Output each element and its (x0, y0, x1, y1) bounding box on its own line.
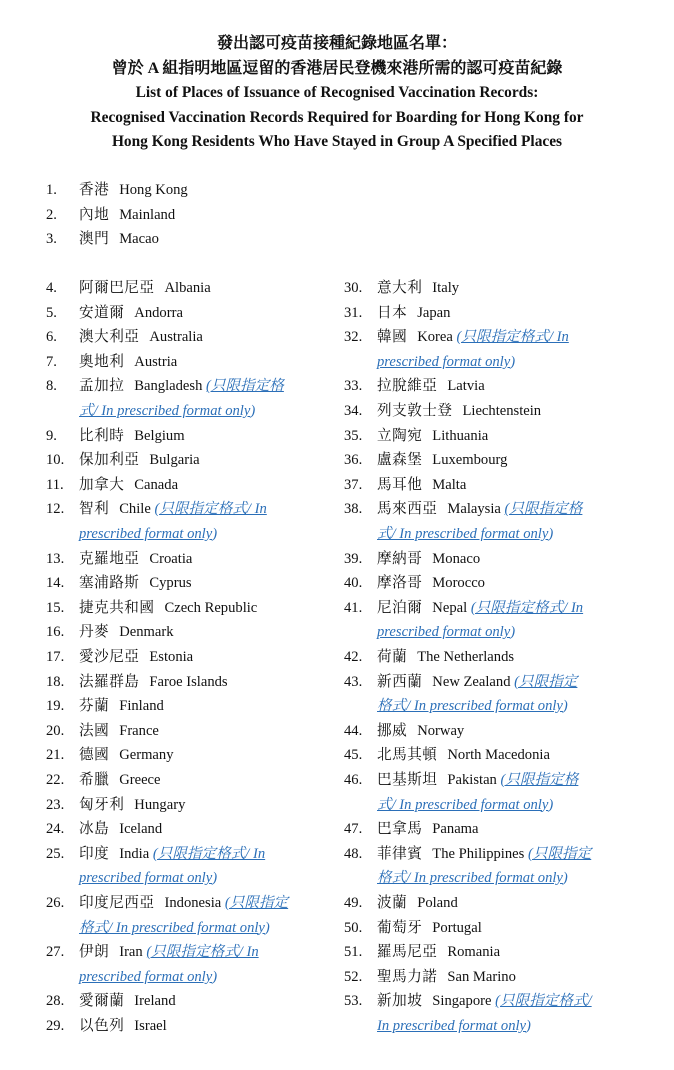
item-number: 31. (344, 304, 363, 321)
item-number: 25. (46, 845, 65, 862)
format-note-link[interactable]: (只限指定格式/ In (456, 329, 569, 346)
item-number: 24. (46, 821, 65, 838)
place-name-en: Andorra (134, 304, 183, 321)
place-name-en: Germany (119, 747, 174, 764)
place-name-en: Finland (119, 698, 164, 715)
format-note-link[interactable]: 格式/ In prescribed format only (377, 698, 563, 715)
format-note-link[interactable]: 格式/ In prescribed format only (79, 919, 265, 936)
place-name-en: Faroe Islands (149, 673, 228, 690)
title-en-line-1: List of Places of Issuance of Recognised Vaccination Records: (135, 84, 539, 102)
item-text (79, 719, 159, 744)
place-name-zh: 內地 (79, 206, 110, 223)
format-note-link[interactable]: prescribed format only (79, 968, 213, 985)
place-name-zh: 孟加拉 (79, 378, 125, 395)
format-note-link[interactable]: (只限指定格式/ In (152, 845, 266, 862)
item-number: 13. (46, 550, 65, 567)
item-text (377, 448, 507, 473)
format-note-link[interactable]: prescribed format only (377, 624, 511, 641)
item-text (79, 694, 164, 719)
format-note-link[interactable]: (只限指定格 (504, 501, 583, 518)
place-name-zh: 日本 (377, 304, 408, 321)
place-name-en: Panama (432, 821, 479, 838)
item-text (377, 596, 583, 621)
item-number: 22. (46, 772, 65, 788)
place-name-en: Iceland (119, 821, 163, 838)
place-name-en: India (119, 845, 150, 862)
place-name-en: Liechtenstein (462, 403, 542, 419)
item-text (79, 473, 178, 498)
title-en-line-2: Recognised Vaccination Records Required for Boarding for Hong Kong for (90, 108, 584, 126)
format-note-continuation (79, 522, 217, 547)
place-name-zh: 加拿大 (79, 476, 125, 493)
place-name-zh: 法羅群島 (79, 673, 140, 690)
item-number: 49. (344, 895, 363, 911)
place-name-zh: 新西蘭 (377, 673, 423, 690)
item-text (377, 940, 500, 965)
item-number: 17. (46, 649, 65, 665)
item-text (79, 817, 162, 842)
format-note-continuation (79, 916, 270, 941)
closing-paren: ) (212, 525, 218, 542)
item-number: 5. (46, 304, 57, 321)
item-number: 20. (46, 722, 65, 739)
place-name-zh: 意大利 (377, 280, 423, 296)
item-text (377, 817, 479, 842)
item-text (377, 424, 488, 449)
place-name-zh: 羅馬尼亞 (377, 944, 438, 961)
item-number: 15. (46, 599, 65, 616)
format-note-continuation (377, 694, 568, 719)
format-note-link[interactable]: prescribed format only (79, 870, 213, 887)
place-name-zh: 智利 (79, 501, 110, 518)
item-text (79, 989, 176, 1014)
place-name-en: Poland (417, 895, 458, 911)
place-name-en: Chile (119, 501, 151, 518)
item-text (377, 891, 458, 916)
place-name-en: San Marino (447, 968, 516, 985)
place-name-zh: 聖馬力諾 (377, 968, 438, 985)
place-name-en: Monaco (432, 550, 481, 567)
place-name-zh: 香港 (79, 182, 110, 198)
place-name-en: Austria (134, 353, 178, 370)
item-number: 3. (46, 231, 57, 248)
format-note-continuation (377, 866, 568, 891)
place-name-en: Bangladesh (134, 378, 203, 395)
item-number: 12. (46, 501, 65, 518)
place-name-en: Estonia (149, 649, 194, 665)
format-note-continuation (79, 965, 217, 990)
title-en-line-3: Hong Kong Residents Who Have Stayed in Group A Specified Places (111, 133, 563, 151)
item-text (377, 842, 591, 867)
format-note-link[interactable]: (只限指定格式/ In (470, 599, 584, 616)
place-name-zh: 菲律賓 (377, 845, 423, 862)
place-name-zh: 匈牙利 (79, 796, 125, 813)
item-number: 6. (46, 329, 57, 346)
item-number: 40. (344, 575, 363, 592)
place-name-zh: 北馬其頓 (377, 747, 438, 764)
format-note-link[interactable]: 式/ In prescribed format only (377, 796, 549, 813)
item-text (79, 596, 257, 621)
closing-paren: ) (212, 968, 218, 985)
format-note-continuation (377, 522, 553, 547)
item-text (79, 374, 284, 399)
place-name-en: Hong Kong (119, 182, 188, 198)
item-text (377, 374, 485, 399)
place-name-zh: 比利時 (79, 427, 125, 444)
item-text (377, 571, 485, 596)
closing-paren: ) (264, 919, 270, 936)
place-name-en: Malta (432, 476, 467, 493)
place-name-en: Macao (119, 231, 159, 248)
place-name-zh: 丹麥 (79, 624, 110, 641)
place-name-en: North Macedonia (447, 747, 550, 764)
format-note-link[interactable]: (只限指定 (514, 673, 578, 690)
place-name-zh: 愛沙尼亞 (79, 649, 140, 665)
place-name-en: Czech Republic (164, 599, 258, 616)
place-name-en: Greece (119, 772, 161, 788)
place-name-zh: 韓國 (377, 329, 408, 346)
item-text (79, 645, 193, 670)
item-number: 32. (344, 329, 363, 346)
closing-paren: ) (526, 1017, 531, 1034)
item-number: 7. (46, 353, 57, 370)
format-note-continuation (79, 399, 255, 424)
format-note-link[interactable]: (只限指定格式/ In (154, 501, 267, 518)
item-number: 9. (46, 427, 57, 444)
item-text (79, 547, 192, 572)
item-text (377, 325, 569, 350)
place-name-zh: 捷克共和國 (79, 599, 155, 616)
place-name-zh: 希臘 (79, 772, 110, 788)
closing-paren: ) (212, 870, 218, 887)
place-name-en: Ireland (134, 993, 176, 1010)
item-number: 45. (344, 747, 363, 764)
place-name-en: Japan (417, 304, 451, 321)
place-name-zh: 葡萄牙 (377, 919, 423, 936)
item-text (377, 719, 464, 744)
item-number: 51. (344, 944, 363, 961)
item-number: 48. (344, 845, 363, 862)
place-name-zh: 保加利亞 (79, 452, 140, 469)
item-number: 44. (344, 722, 363, 739)
item-text (79, 793, 185, 818)
item-number: 47. (344, 821, 363, 838)
item-text (79, 350, 177, 375)
item-number: 2. (46, 206, 57, 223)
format-note-continuation (377, 1014, 531, 1039)
place-name-en: Latvia (447, 378, 485, 395)
item-number: 16. (46, 624, 65, 641)
place-name-zh: 芬蘭 (79, 698, 110, 715)
item-text (377, 965, 516, 990)
format-note-continuation (377, 350, 515, 375)
place-name-zh: 盧森堡 (377, 452, 423, 469)
title-zh-line-2: 曾於 A 組指明地區逗留的香港居民登機來港所需的認可疫苗紀錄 (111, 59, 563, 77)
item-text (79, 227, 159, 252)
place-name-en: Albania (164, 280, 211, 296)
place-name-en: Croatia (149, 550, 193, 567)
item-text (79, 620, 174, 645)
place-name-zh: 印度尼西亞 (79, 895, 155, 911)
item-text (79, 448, 200, 473)
item-text (377, 276, 459, 301)
format-note-link[interactable]: In prescribed format only (377, 1017, 527, 1034)
format-note-link[interactable]: prescribed format only (377, 353, 511, 370)
item-text (79, 768, 161, 793)
place-name-zh: 尼泊爾 (377, 599, 423, 616)
format-note-continuation (79, 866, 217, 891)
place-name-en: Iran (119, 944, 143, 961)
place-name-zh: 奧地利 (79, 353, 125, 370)
place-name-en: Nepal (432, 599, 468, 616)
closing-paren: ) (510, 353, 516, 370)
place-name-en: Italy (432, 280, 460, 296)
item-number: 18. (46, 673, 65, 690)
format-note-link[interactable]: 式/ In prescribed format only (79, 402, 251, 419)
closing-paren: ) (548, 525, 554, 542)
item-number: 39. (344, 550, 363, 567)
place-name-en: Lithuania (432, 427, 489, 444)
item-number: 10. (46, 452, 65, 469)
item-number: 1. (46, 182, 57, 198)
item-text (79, 891, 288, 916)
closing-paren: ) (250, 402, 256, 419)
place-name-zh: 摩洛哥 (377, 575, 423, 592)
title-zh-line-1: 發出認可疫苗接種紀錄地區名單： (216, 35, 457, 52)
item-text (377, 768, 578, 793)
item-number: 42. (344, 649, 363, 665)
place-name-en: Luxembourg (432, 452, 508, 469)
item-number: 19. (46, 698, 65, 715)
place-name-zh: 新加坡 (377, 993, 423, 1010)
item-number: 37. (344, 476, 363, 493)
place-name-en: The Netherlands (417, 649, 515, 665)
item-text (377, 399, 541, 424)
format-note-link[interactable]: (只限指定格 (500, 772, 579, 788)
item-number: 28. (46, 993, 65, 1010)
item-number: 46. (344, 772, 363, 788)
item-number: 33. (344, 378, 363, 395)
item-text (377, 645, 514, 670)
place-name-zh: 澳大利亞 (79, 329, 140, 346)
item-number: 30. (344, 280, 363, 296)
item-number: 8. (46, 378, 57, 395)
place-name-en: Indonesia (164, 895, 222, 911)
place-name-zh: 荷蘭 (377, 649, 408, 665)
place-name-en: Romania (447, 944, 501, 961)
place-name-en: Mainland (119, 206, 176, 223)
place-name-zh: 波蘭 (377, 895, 408, 911)
place-name-en: Hungary (134, 796, 186, 813)
item-number: 29. (46, 1018, 65, 1034)
format-note-continuation (377, 793, 553, 818)
place-name-zh: 以色列 (79, 1018, 125, 1034)
place-name-zh: 挪威 (377, 722, 408, 739)
item-text (377, 989, 592, 1014)
place-name-en: Pakistan (447, 772, 497, 788)
format-note-link[interactable]: 式/ In prescribed format only (377, 525, 549, 542)
item-text (79, 842, 265, 867)
place-name-zh: 印度 (79, 845, 110, 862)
place-name-zh: 安道爾 (79, 304, 125, 321)
place-name-en: Malaysia (447, 501, 501, 518)
item-text (377, 301, 450, 326)
item-number: 35. (344, 427, 363, 444)
format-note-link[interactable]: prescribed format only (79, 525, 213, 542)
item-number: 53. (344, 993, 363, 1010)
item-text (377, 916, 482, 941)
item-text (377, 743, 550, 768)
format-note-link[interactable]: (只限指定 (527, 845, 592, 862)
item-text (79, 325, 203, 350)
place-name-zh: 拉脫維亞 (377, 378, 438, 395)
place-name-zh: 巴基斯坦 (377, 772, 438, 788)
item-number: 14. (46, 575, 65, 592)
place-name-en: Australia (149, 329, 203, 346)
item-number: 27. (46, 944, 65, 961)
place-name-zh: 立陶宛 (377, 427, 423, 444)
item-text (79, 571, 192, 596)
item-text (79, 178, 188, 203)
place-name-zh: 馬來西亞 (377, 501, 438, 518)
place-name-zh: 伊朗 (79, 944, 110, 961)
place-name-en: New Zealand (432, 673, 511, 690)
place-name-en: Canada (134, 476, 179, 493)
format-note-link[interactable]: (只限指定 (224, 895, 289, 911)
item-number: 38. (344, 501, 363, 518)
item-text (377, 473, 466, 498)
place-name-zh: 馬耳他 (377, 476, 423, 493)
item-text (377, 497, 582, 522)
format-note-link[interactable]: (只限指定格式/ (495, 993, 592, 1010)
closing-paren: ) (548, 796, 554, 813)
item-text (79, 203, 175, 228)
item-number: 34. (344, 403, 363, 419)
place-name-en: Korea (417, 329, 453, 346)
closing-paren: ) (510, 624, 516, 641)
item-text (377, 670, 577, 695)
place-name-en: Portugal (432, 919, 482, 936)
place-name-zh: 德國 (79, 747, 110, 764)
place-name-zh: 巴拿馬 (377, 821, 423, 838)
place-name-zh: 塞浦路斯 (79, 575, 140, 592)
format-note-link[interactable]: (只限指定格 (206, 378, 284, 395)
item-text (377, 547, 480, 572)
item-number: 26. (46, 895, 65, 911)
item-text (79, 670, 228, 695)
format-note-continuation (377, 620, 515, 645)
place-name-zh: 阿爾巴尼亞 (79, 280, 155, 296)
item-text (79, 276, 211, 301)
format-note-link[interactable]: (只限指定格式/ In (146, 944, 259, 961)
item-text (79, 940, 259, 965)
place-name-zh: 摩納哥 (377, 550, 423, 567)
document-title (0, 32, 674, 155)
place-name-en: The Philippines (432, 845, 525, 862)
place-name-en: Israel (134, 1018, 167, 1034)
item-number: 50. (344, 919, 363, 936)
item-number: 41. (344, 599, 363, 616)
place-name-zh: 法國 (79, 722, 110, 739)
place-name-en: Denmark (119, 624, 174, 641)
item-number: 21. (46, 747, 65, 764)
place-name-zh: 克羅地亞 (79, 550, 140, 567)
place-name-zh: 列支敦士登 (377, 403, 453, 419)
closing-paren: ) (562, 698, 568, 715)
item-number: 11. (46, 476, 64, 493)
item-text (79, 1014, 167, 1039)
place-name-en: Cyprus (149, 575, 192, 592)
place-name-zh: 澳門 (79, 231, 110, 248)
item-number: 36. (344, 452, 363, 469)
place-name-en: Morocco (432, 575, 485, 592)
item-number: 23. (46, 796, 65, 813)
item-text (79, 497, 267, 522)
item-number: 52. (344, 968, 363, 985)
item-text (79, 424, 185, 449)
closing-paren: ) (562, 870, 568, 887)
place-name-en: Belgium (134, 427, 185, 444)
item-text (79, 743, 174, 768)
item-number: 43. (344, 673, 363, 690)
place-name-en: France (119, 722, 159, 739)
item-number: 4. (46, 280, 57, 296)
place-name-zh: 愛爾蘭 (79, 993, 125, 1010)
item-text (79, 301, 183, 326)
format-note-link[interactable]: 格式/ In prescribed format only (377, 870, 563, 887)
place-name-en: Singapore (432, 993, 492, 1010)
place-name-zh: 冰島 (79, 821, 110, 838)
place-name-en: Bulgaria (149, 452, 200, 469)
place-name-en: Norway (417, 722, 465, 739)
